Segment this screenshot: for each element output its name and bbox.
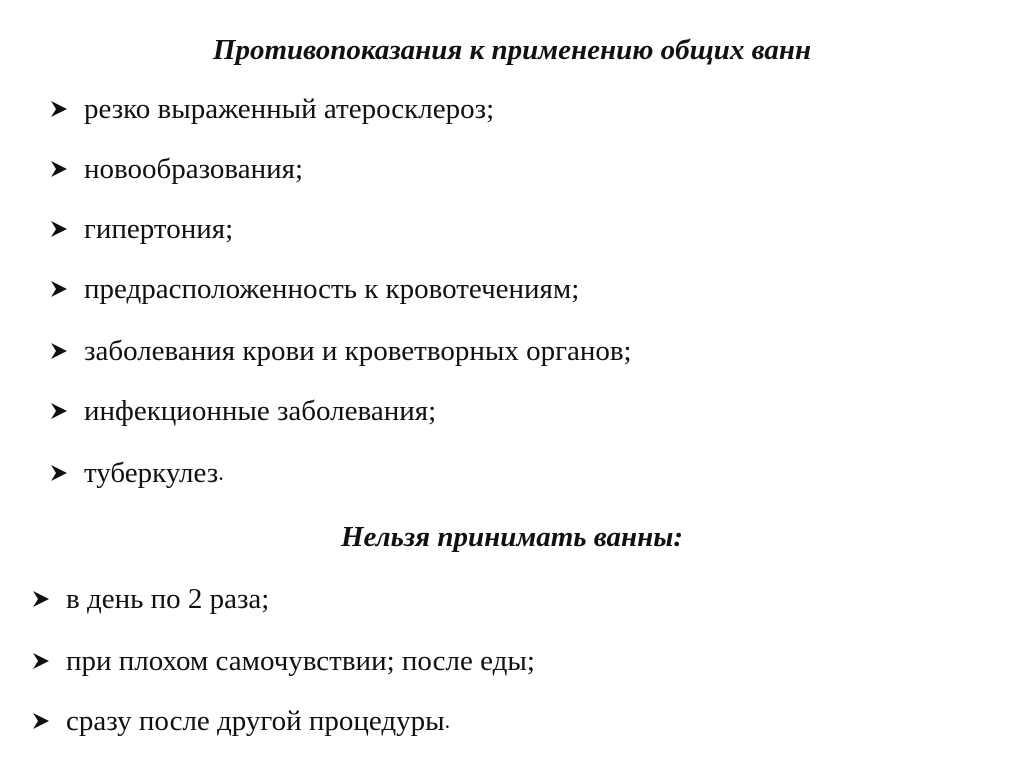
- arrowhead-bullet-icon: [48, 158, 70, 180]
- list-item-text: в день по 2 раза;: [66, 583, 270, 615]
- list-item-text: заболевания крови и кроветворных органов;: [84, 335, 632, 367]
- arrowhead-bullet-icon: [48, 462, 70, 484]
- list-item: [30, 703, 450, 739]
- list-item-text: сразу после другой процедуры: [66, 705, 445, 737]
- arrowhead-bullet-icon: [48, 218, 70, 240]
- list-item-period: .: [444, 708, 451, 733]
- list-item-text: туберкулез: [84, 457, 219, 489]
- list-item-period: .: [218, 460, 224, 485]
- list-item: [48, 271, 579, 307]
- arrowhead-bullet-icon: [30, 710, 52, 732]
- list-item: [48, 151, 303, 187]
- arrowhead-bullet-icon: [48, 98, 70, 120]
- arrowhead-bullet-icon: [30, 588, 52, 610]
- list-item: [30, 581, 269, 617]
- list-item: [48, 333, 632, 369]
- list-item-text: гипертония;: [84, 213, 234, 245]
- list-item-text: инфекционные заболевания;: [84, 395, 437, 427]
- arrowhead-bullet-icon: [48, 400, 70, 422]
- list-item: [48, 211, 233, 247]
- arrowhead-bullet-icon: [30, 650, 52, 672]
- list-item-text: резко выраженный атеросклероз;: [84, 93, 495, 125]
- list-item: [48, 91, 494, 127]
- list-item: [48, 455, 224, 491]
- list-item-text: при плохом самочувствии; после еды;: [66, 645, 535, 677]
- heading-contraindications: Противопоказания к применению общих ванн: [212, 34, 812, 66]
- heading-restrictions: Нельзя принимать ванны:: [341, 521, 683, 553]
- list-item-text: новообразования;: [84, 153, 304, 185]
- arrowhead-bullet-icon: [48, 278, 70, 300]
- list-item-text: предрасположенность к кровотечениям;: [84, 273, 580, 305]
- list-item: [48, 393, 436, 429]
- arrowhead-bullet-icon: [48, 340, 70, 362]
- list-item: [30, 643, 535, 679]
